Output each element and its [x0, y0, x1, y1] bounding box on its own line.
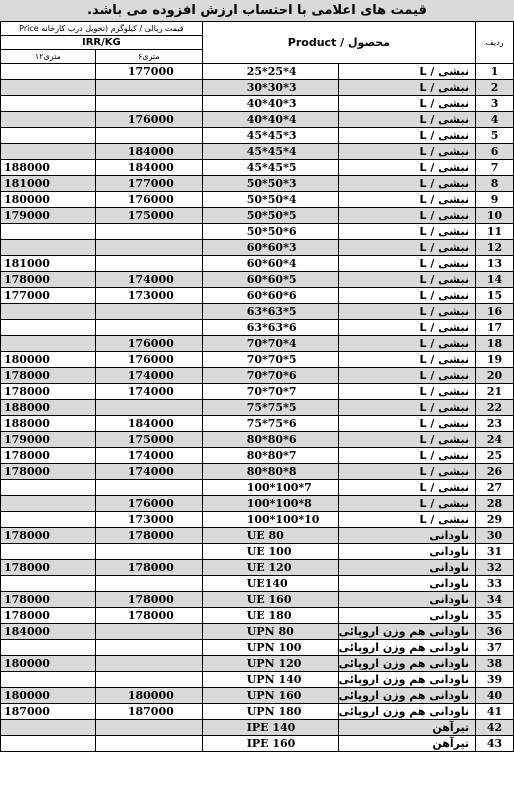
spec-cell: UE 180	[202, 608, 338, 624]
spec-cell: 100*100*8	[202, 496, 338, 512]
price-6m-cell	[95, 736, 202, 752]
product-name-cell: ناودانی	[338, 544, 476, 560]
price-6m-cell: 187000	[95, 704, 202, 720]
price-12m-cell	[1, 304, 96, 320]
spec-cell: 60*60*5	[202, 272, 338, 288]
price-6m-cell: 176000	[95, 336, 202, 352]
price-12m-cell	[1, 640, 96, 656]
spec-cell: 100*100*7	[202, 480, 338, 496]
product-name-cell: ناودانی هم وزن اروپائی	[338, 656, 476, 672]
product-name-cell: نبشی / L	[338, 416, 476, 432]
price-6m-cell	[95, 240, 202, 256]
spec-cell: 70*70*4	[202, 336, 338, 352]
price-12m-cell: 180000	[1, 352, 96, 368]
spec-cell: UE 80	[202, 528, 338, 544]
spec-cell: UPN 140	[202, 672, 338, 688]
price-12m-cell: 180000	[1, 656, 96, 672]
row-number-cell: 10	[476, 208, 514, 224]
row-number-cell: 18	[476, 336, 514, 352]
row-number-cell: 17	[476, 320, 514, 336]
spec-cell: 80*80*8	[202, 464, 338, 480]
price-6m-cell: 174000	[95, 448, 202, 464]
price-12m-cell: 188000	[1, 160, 96, 176]
unit-header: IRR/KG	[1, 36, 203, 50]
spec-cell: UE140	[202, 576, 338, 592]
price-12m-cell: 180000	[1, 192, 96, 208]
spec-cell: 75*75*5	[202, 400, 338, 416]
price-6m-cell: 176000	[95, 192, 202, 208]
table-row	[1, 256, 514, 272]
table-row	[1, 416, 514, 432]
row-number-cell: 31	[476, 544, 514, 560]
table-row	[1, 736, 514, 752]
spec-cell: 45*45*4	[202, 144, 338, 160]
table-row	[1, 208, 514, 224]
product-name-cell: نبشی / L	[338, 496, 476, 512]
price-12m-cell: 178000	[1, 560, 96, 576]
row-number-cell: 16	[476, 304, 514, 320]
price-6m-cell	[95, 304, 202, 320]
row-number-cell: 1	[476, 64, 514, 80]
spec-cell: 63*63*5	[202, 304, 338, 320]
table-row	[1, 528, 514, 544]
price-6m-cell	[95, 672, 202, 688]
price-12m-cell: 181000	[1, 256, 96, 272]
product-name-cell: نبشی / L	[338, 96, 476, 112]
price-6m-cell: 178000	[95, 528, 202, 544]
price-6m-cell: 176000	[95, 112, 202, 128]
spec-cell: 50*50*5	[202, 208, 338, 224]
price-12m-cell	[1, 96, 96, 112]
table-row	[1, 448, 514, 464]
price-12m-cell: 181000	[1, 176, 96, 192]
price-6m-cell: 176000	[95, 352, 202, 368]
row-number-cell: 41	[476, 704, 514, 720]
product-name-cell: نبشی / L	[338, 512, 476, 528]
spec-cell: 80*80*7	[202, 448, 338, 464]
product-name-cell: نبشی / L	[338, 208, 476, 224]
row-number-cell: 20	[476, 368, 514, 384]
price-12m-cell: 178000	[1, 528, 96, 544]
table-row	[1, 96, 514, 112]
length-6m-header: ۶متری	[95, 50, 202, 64]
table-row	[1, 704, 514, 720]
row-number-cell: 34	[476, 592, 514, 608]
row-number-cell: 26	[476, 464, 514, 480]
table-row	[1, 640, 514, 656]
price-12m-cell	[1, 736, 96, 752]
price-12m-cell: 178000	[1, 608, 96, 624]
row-number-cell: 19	[476, 352, 514, 368]
table-row	[1, 192, 514, 208]
spec-cell: 30*30*3	[202, 80, 338, 96]
product-name-cell: ناودانی	[338, 592, 476, 608]
product-name-cell: نبشی / L	[338, 256, 476, 272]
spec-cell: 70*70*5	[202, 352, 338, 368]
price-6m-cell	[95, 480, 202, 496]
product-name-cell: نبشی / L	[338, 480, 476, 496]
table-row	[1, 720, 514, 736]
row-number-cell: 3	[476, 96, 514, 112]
price-12m-cell	[1, 224, 96, 240]
length-12m-header: ۱۲متری	[1, 50, 96, 64]
spec-cell: 50*50*6	[202, 224, 338, 240]
product-name-cell: ناودانی هم وزن اروپائی	[338, 704, 476, 720]
spec-cell: IPE 140	[202, 720, 338, 736]
product-name-cell: نبشی / L	[338, 160, 476, 176]
spec-cell: 45*45*3	[202, 128, 338, 144]
spec-cell: 40*40*3	[202, 96, 338, 112]
spec-cell: UPN 100	[202, 640, 338, 656]
product-name-cell: نبشی / L	[338, 288, 476, 304]
price-6m-cell: 184000	[95, 160, 202, 176]
product-name-cell: ناودانی هم وزن اروپائی	[338, 688, 476, 704]
spec-cell: 50*50*4	[202, 192, 338, 208]
price-12m-cell: 178000	[1, 592, 96, 608]
spec-cell: 70*70*6	[202, 368, 338, 384]
price-12m-cell	[1, 240, 96, 256]
price-12m-cell	[1, 544, 96, 560]
table-row	[1, 112, 514, 128]
product-name-cell: نبشی / L	[338, 144, 476, 160]
price-12m-cell	[1, 496, 96, 512]
product-name-cell: نبشی / L	[338, 464, 476, 480]
spec-cell: 80*80*6	[202, 432, 338, 448]
product-name-cell: ناودانی هم وزن اروپائی	[338, 624, 476, 640]
price-6m-cell: 178000	[95, 592, 202, 608]
price-12m-cell	[1, 336, 96, 352]
product-name-cell: ناودانی	[338, 560, 476, 576]
price-6m-cell	[95, 96, 202, 112]
product-name-cell: نبشی / L	[338, 320, 476, 336]
spec-cell: UE 120	[202, 560, 338, 576]
row-number-cell: 42	[476, 720, 514, 736]
row-number-cell: 6	[476, 144, 514, 160]
spec-cell: 75*75*6	[202, 416, 338, 432]
price-12m-cell	[1, 512, 96, 528]
price-6m-cell: 178000	[95, 608, 202, 624]
spec-cell: 100*100*10	[202, 512, 338, 528]
row-number-cell: 27	[476, 480, 514, 496]
product-name-cell: نبشی / L	[338, 272, 476, 288]
row-number-cell: 29	[476, 512, 514, 528]
spec-cell: 60*60*6	[202, 288, 338, 304]
product-name-cell: ناودانی	[338, 528, 476, 544]
price-12m-cell	[1, 64, 96, 80]
spec-cell: UPN 120	[202, 656, 338, 672]
product-name-cell: نبشی / L	[338, 400, 476, 416]
product-name-cell: نبشی / L	[338, 224, 476, 240]
row-number-cell: 2	[476, 80, 514, 96]
product-name-cell: نبشی / L	[338, 112, 476, 128]
table-row	[1, 544, 514, 560]
price-12m-cell	[1, 144, 96, 160]
spec-cell: UPN 80	[202, 624, 338, 640]
spec-cell: 50*50*3	[202, 176, 338, 192]
price-12m-cell	[1, 720, 96, 736]
spec-cell: 25*25*4	[202, 64, 338, 80]
price-6m-cell: 177000	[95, 176, 202, 192]
product-name-cell: تیرآهن	[338, 720, 476, 736]
row-number-cell: 12	[476, 240, 514, 256]
spec-cell: 40*40*4	[202, 112, 338, 128]
product-name-cell: نبشی / L	[338, 352, 476, 368]
product-header: Product / محصول	[202, 22, 475, 64]
price-6m-cell: 173000	[95, 288, 202, 304]
product-name-cell: نبشی / L	[338, 128, 476, 144]
row-number-cell: 37	[476, 640, 514, 656]
product-name-cell: نبشی / L	[338, 448, 476, 464]
product-name-cell: نبشی / L	[338, 80, 476, 96]
table-row	[1, 656, 514, 672]
price-12m-cell: 178000	[1, 368, 96, 384]
price-12m-cell: 179000	[1, 432, 96, 448]
price-12m-cell: 188000	[1, 400, 96, 416]
row-number-cell: 9	[476, 192, 514, 208]
price-6m-cell: 174000	[95, 272, 202, 288]
table-row	[1, 80, 514, 96]
price-12m-cell	[1, 672, 96, 688]
price-table-body	[1, 64, 514, 752]
price-6m-cell: 174000	[95, 368, 202, 384]
table-row	[1, 464, 514, 480]
table-row	[1, 240, 514, 256]
price-12m-cell: 188000	[1, 416, 96, 432]
price-6m-cell: 175000	[95, 432, 202, 448]
price-6m-cell: 173000	[95, 512, 202, 528]
row-number-cell: 32	[476, 560, 514, 576]
price-12m-cell: 179000	[1, 208, 96, 224]
product-name-cell: نبشی / L	[338, 336, 476, 352]
product-name-cell: ناودانی هم وزن اروپائی	[338, 672, 476, 688]
price-6m-cell	[95, 576, 202, 592]
spec-cell: IPE 160	[202, 736, 338, 752]
spec-cell: 63*63*6	[202, 320, 338, 336]
row-number-cell: 36	[476, 624, 514, 640]
price-12m-cell: 178000	[1, 384, 96, 400]
product-name-cell: تیرآهن	[338, 736, 476, 752]
price-6m-cell: 174000	[95, 464, 202, 480]
price-12m-cell	[1, 112, 96, 128]
product-name-cell: نبشی / L	[338, 432, 476, 448]
row-number-cell: 4	[476, 112, 514, 128]
price-6m-cell	[95, 640, 202, 656]
product-name-cell: نبشی / L	[338, 176, 476, 192]
table-row	[1, 480, 514, 496]
price-table	[0, 21, 514, 752]
spec-cell: 70*70*7	[202, 384, 338, 400]
row-number-cell: 40	[476, 688, 514, 704]
price-6m-cell: 174000	[95, 384, 202, 400]
price-12m-cell: 178000	[1, 272, 96, 288]
spec-cell: UPN 160	[202, 688, 338, 704]
row-number-cell: 7	[476, 160, 514, 176]
product-name-cell: نبشی / L	[338, 192, 476, 208]
price-12m-cell	[1, 80, 96, 96]
row-number-cell: 22	[476, 400, 514, 416]
spec-cell: UE 160	[202, 592, 338, 608]
product-name-cell: نبشی / L	[338, 240, 476, 256]
table-row	[1, 592, 514, 608]
price-12m-cell	[1, 128, 96, 144]
row-number-cell: 43	[476, 736, 514, 752]
price-6m-cell	[95, 320, 202, 336]
spec-cell: UE 100	[202, 544, 338, 560]
row-number-cell: 25	[476, 448, 514, 464]
table-row	[1, 384, 514, 400]
table-row	[1, 560, 514, 576]
table-row	[1, 576, 514, 592]
price-6m-cell: 184000	[95, 416, 202, 432]
table-row	[1, 288, 514, 304]
table-row	[1, 176, 514, 192]
price-12m-cell: 178000	[1, 448, 96, 464]
price-6m-cell: 177000	[95, 64, 202, 80]
row-number-cell: 8	[476, 176, 514, 192]
row-number-cell: 38	[476, 656, 514, 672]
row-number-cell: 11	[476, 224, 514, 240]
price-6m-cell	[95, 656, 202, 672]
price-6m-cell	[95, 544, 202, 560]
row-number-cell: 14	[476, 272, 514, 288]
price-6m-cell: 184000	[95, 144, 202, 160]
row-number-cell: 24	[476, 432, 514, 448]
table-row	[1, 608, 514, 624]
product-name-cell: نبشی / L	[338, 384, 476, 400]
price-6m-cell	[95, 400, 202, 416]
row-number-cell: 35	[476, 608, 514, 624]
price-header: قیمت ریالی / کیلوگرم (تحویل درب کارخانه Price	[1, 22, 203, 36]
row-number-cell: 33	[476, 576, 514, 592]
price-12m-cell: 184000	[1, 624, 96, 640]
table-row	[1, 672, 514, 688]
price-6m-cell	[95, 256, 202, 272]
table-row	[1, 352, 514, 368]
page-title: قیمت های اعلامی با احتساب ارزش افزوده می باشد.	[0, 0, 514, 22]
price-6m-cell	[95, 720, 202, 736]
table-row	[1, 320, 514, 336]
table-row	[1, 128, 514, 144]
row-number-header: ردیف	[476, 22, 514, 64]
price-12m-cell: 187000	[1, 704, 96, 720]
price-6m-cell	[95, 80, 202, 96]
row-number-cell: 13	[476, 256, 514, 272]
table-row	[1, 272, 514, 288]
price-6m-cell	[95, 224, 202, 240]
table-row	[1, 64, 514, 80]
table-row	[1, 496, 514, 512]
product-name-cell: نبشی / L	[338, 64, 476, 80]
table-row	[1, 512, 514, 528]
row-number-cell: 39	[476, 672, 514, 688]
row-number-cell: 23	[476, 416, 514, 432]
spec-cell: 45*45*5	[202, 160, 338, 176]
price-6m-cell: 175000	[95, 208, 202, 224]
spec-cell: 60*60*4	[202, 256, 338, 272]
row-number-cell: 5	[476, 128, 514, 144]
product-name-cell: ناودانی	[338, 608, 476, 624]
product-name-cell: ناودانی هم وزن اروپائی	[338, 640, 476, 656]
price-12m-cell	[1, 576, 96, 592]
price-6m-cell: 180000	[95, 688, 202, 704]
table-row	[1, 400, 514, 416]
table-row	[1, 368, 514, 384]
price-12m-cell: 178000	[1, 464, 96, 480]
table-row	[1, 304, 514, 320]
price-6m-cell	[95, 624, 202, 640]
price-12m-cell: 177000	[1, 288, 96, 304]
row-number-cell: 21	[476, 384, 514, 400]
row-number-cell: 28	[476, 496, 514, 512]
spec-cell: UPN 180	[202, 704, 338, 720]
table-row	[1, 688, 514, 704]
table-row	[1, 336, 514, 352]
product-name-cell: ناودانی	[338, 576, 476, 592]
price-6m-cell: 176000	[95, 496, 202, 512]
price-12m-cell: 180000	[1, 688, 96, 704]
price-12m-cell	[1, 480, 96, 496]
table-row	[1, 160, 514, 176]
table-row	[1, 224, 514, 240]
price-12m-cell	[1, 320, 96, 336]
row-number-cell: 30	[476, 528, 514, 544]
price-6m-cell: 178000	[95, 560, 202, 576]
table-row	[1, 432, 514, 448]
spec-cell: 60*60*3	[202, 240, 338, 256]
price-6m-cell	[95, 128, 202, 144]
product-name-cell: نبشی / L	[338, 368, 476, 384]
table-row	[1, 144, 514, 160]
table-row	[1, 624, 514, 640]
row-number-cell: 15	[476, 288, 514, 304]
product-name-cell: نبشی / L	[338, 304, 476, 320]
